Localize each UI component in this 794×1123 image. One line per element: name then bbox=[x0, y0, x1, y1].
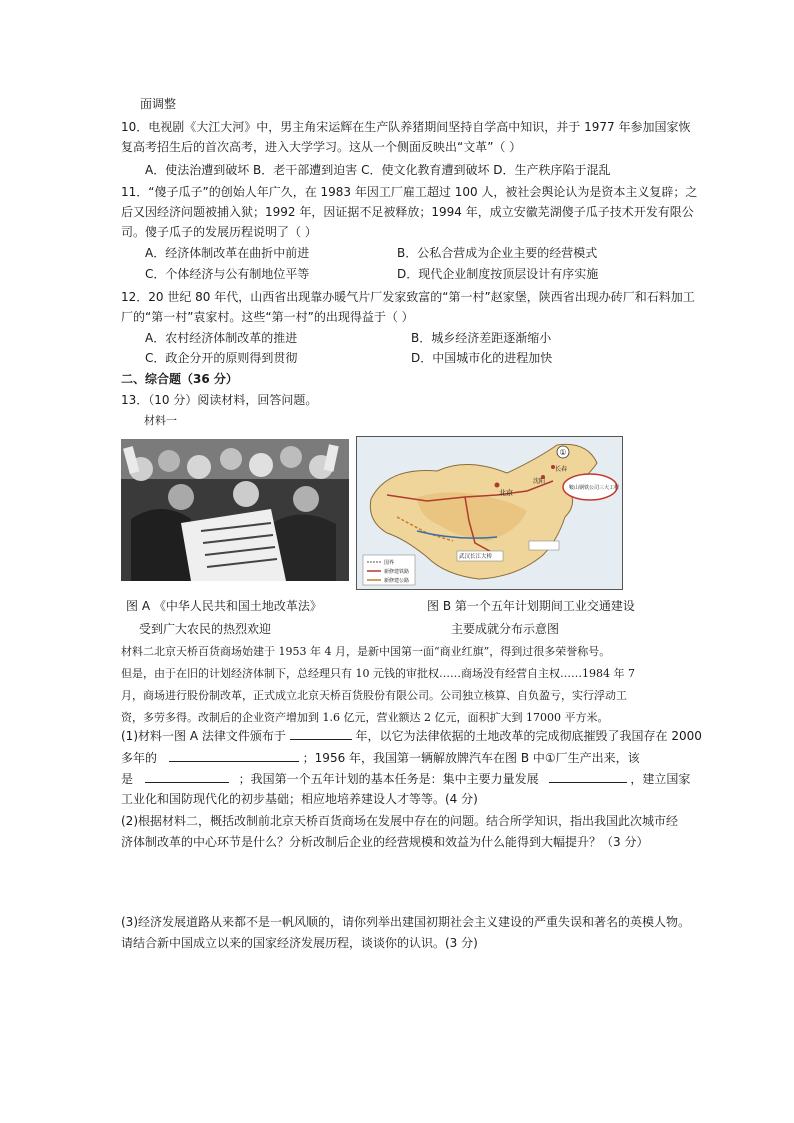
figure-a-caption-line1: 图 A 《中华人民共和国土地改革法》 bbox=[126, 599, 322, 613]
question-11-option-c: C．个体经济与公有制地位平等 bbox=[145, 267, 310, 281]
map-label-factory-1: ① bbox=[559, 448, 567, 457]
question-11-option-d: D．现代企业制度按顶层设计有序实施 bbox=[397, 267, 599, 281]
china-map-illustration bbox=[357, 437, 622, 589]
sub-question-1-line1 bbox=[121, 725, 702, 746]
sub-question-1-text: 是 bbox=[121, 772, 134, 786]
map-label-wuhan-bridge: 武汉长江大桥 bbox=[459, 554, 493, 560]
sub-question-1-text: 年，以它为法律依据的土地改革的完成彻底摧毁了我国存在 2000 bbox=[355, 729, 702, 743]
industrial-construction-map bbox=[356, 436, 623, 590]
material-2-line: 但是，由于在旧的计划经济体制下，总经理只有 10 元钱的审批权……商场没有经营自主权……1984 年 7 bbox=[121, 667, 635, 680]
question-12-option-b: B．城乡经济差距逐渐缩小 bbox=[411, 331, 552, 345]
sub-question-2-line1: (2)根据材料二，概括改制前北京天桥百货商场在发展中存在的问题。结合所学知识，指出我国此次城市经 bbox=[121, 814, 679, 828]
sub-question-1-text: ，建立国家 bbox=[630, 772, 691, 786]
sub-question-1-text: ；我国第一个五年计划的基本任务是：集中主要力量发展 bbox=[238, 772, 539, 786]
question-11-option-a: A．经济体制改革在曲折中前进 bbox=[145, 246, 310, 260]
figure-a-caption-line2: 受到广大农民的热烈欢迎 bbox=[139, 622, 272, 636]
figure-b-caption-line1: 图 B 第一个五年计划期间工业交通建设 bbox=[427, 599, 635, 613]
map-legend-highway: 新修建公路 bbox=[384, 578, 410, 584]
sub-question-1-line2 bbox=[121, 747, 640, 768]
answer-blank-industry[interactable] bbox=[549, 768, 627, 783]
material-2-line: 材料二北京天桥百货商场始建于 1953 年 4 月，是新中国第一面“商业红旗”，得到过很多荣誉称号。 bbox=[121, 645, 611, 658]
answer-blank-system[interactable] bbox=[169, 747, 299, 762]
continued-text: 面调整 bbox=[140, 97, 177, 111]
land-reform-photo bbox=[121, 439, 349, 581]
map-legend-border: 国界 bbox=[384, 560, 395, 566]
answer-blank-year[interactable] bbox=[290, 725, 352, 740]
map-label-changchun: 长春 bbox=[555, 466, 568, 473]
sub-question-1-text: (1)材料一图 A 法律文件颁布于 bbox=[121, 729, 286, 743]
question-12-stem-line1: 12．20 世纪 80 年代，山西省出现靠办暖气片厂发家致富的“第一村”赵家堡，陕西省出现办砖厂和石料加工 bbox=[121, 290, 695, 304]
sub-question-1-line4: 工业化和国防现代化的初步基础；相应地培养建设人才等等。(4 分) bbox=[121, 792, 478, 806]
sub-question-3-line1: (3)经济发展道路从来都不是一帆风顺的，请你列举出建国初期社会主义建设的严重失误和著名的英模人物。 bbox=[121, 915, 691, 929]
photo-crowd-illustration bbox=[121, 439, 349, 581]
question-11-stem-line2: 后又因经济问题被捕入狱；1992 年，因证据不足被释放；1994 年，成立安徽芜湖傻子瓜子技术开发有限公 bbox=[121, 205, 694, 219]
question-10-stem-line2: 复高考招生后的首次高考，进入大学学习。这从一个侧面反映出“文革”（ ） bbox=[121, 140, 522, 154]
answer-blank-factory[interactable] bbox=[145, 768, 229, 783]
figure-b-caption-line2: 主要成就分布示意图 bbox=[451, 622, 560, 636]
sub-question-1-line3 bbox=[121, 768, 690, 789]
sub-question-1-text: 多年的 bbox=[121, 751, 158, 765]
material-2-paragraph bbox=[121, 641, 681, 729]
map-legend-railway: 新修建铁路 bbox=[384, 569, 410, 575]
material-2-line: 月，商场进行股份制改革，正式成立北京天桥百货股份有限公司。公司独立核算、自负盈亏，实行浮动工 bbox=[121, 689, 627, 702]
question-11-stem-line1: 11．“傻子瓜子”的创始人年广久，在 1983 年因工厂雇工超过 100 人，被社会舆论认为是资本主义复辟；之 bbox=[121, 185, 698, 199]
question-12-option-d: D．中国城市化的进程加快 bbox=[411, 351, 553, 365]
question-13-stem: 13．（10 分）阅读材料，回答问题。 bbox=[121, 393, 318, 407]
sub-question-1-text: ；1956 年，我国第一辆解放牌汽车在图 B 中①厂生产出来，该 bbox=[302, 751, 640, 765]
question-12-stem-line2: 厂的“第一村”袁家村。这些“第一村”的出现得益于（ ） bbox=[121, 310, 414, 324]
material-1-label: 材料一 bbox=[144, 414, 177, 427]
question-12-option-c: C．政企分开的原则得到贯彻 bbox=[145, 351, 298, 365]
question-10-stem-line1: 10．电视剧《大江大河》中，男主角宋运辉在生产队养猪期间坚持自学高中知识，并于 1977 年参加国家恢 bbox=[121, 120, 691, 134]
map-callout-anshan: 鞍山钢铁公司三大工程 bbox=[569, 485, 620, 491]
question-11-stem-line3: 司。傻子瓜子的发展历程说明了（ ） bbox=[121, 225, 317, 239]
sub-question-3-line2: 请结合新中国成立以来的国家经济发展历程，谈谈你的认识。(3 分) bbox=[121, 936, 478, 950]
map-label-beijing: 北京 bbox=[499, 489, 513, 497]
question-10-options: A．使法治遭到破坏 B．老干部遭到迫害 C．使文化教育遭到破坏 D．生产秩序陷于混乱 bbox=[145, 163, 611, 177]
question-11-option-b: B．公私合营成为企业主要的经营模式 bbox=[397, 246, 598, 260]
question-12-option-a: A．农村经济体制改革的推进 bbox=[145, 331, 298, 345]
sub-question-2-line2: 济体制改革的中心环节是什么？分析改制后企业的经营规模和效益为什么能得到大幅提升？（3 分） bbox=[121, 835, 649, 849]
section-heading: 二、综合题（36 分） bbox=[121, 372, 238, 386]
map-label-shenyang: 沈阳 bbox=[533, 478, 546, 485]
material-2-line: 资，多劳多得。改制后的企业资产增加到 1.6 亿元，营业额达 2 亿元，面积扩大到 17000 平方米。 bbox=[121, 711, 609, 724]
